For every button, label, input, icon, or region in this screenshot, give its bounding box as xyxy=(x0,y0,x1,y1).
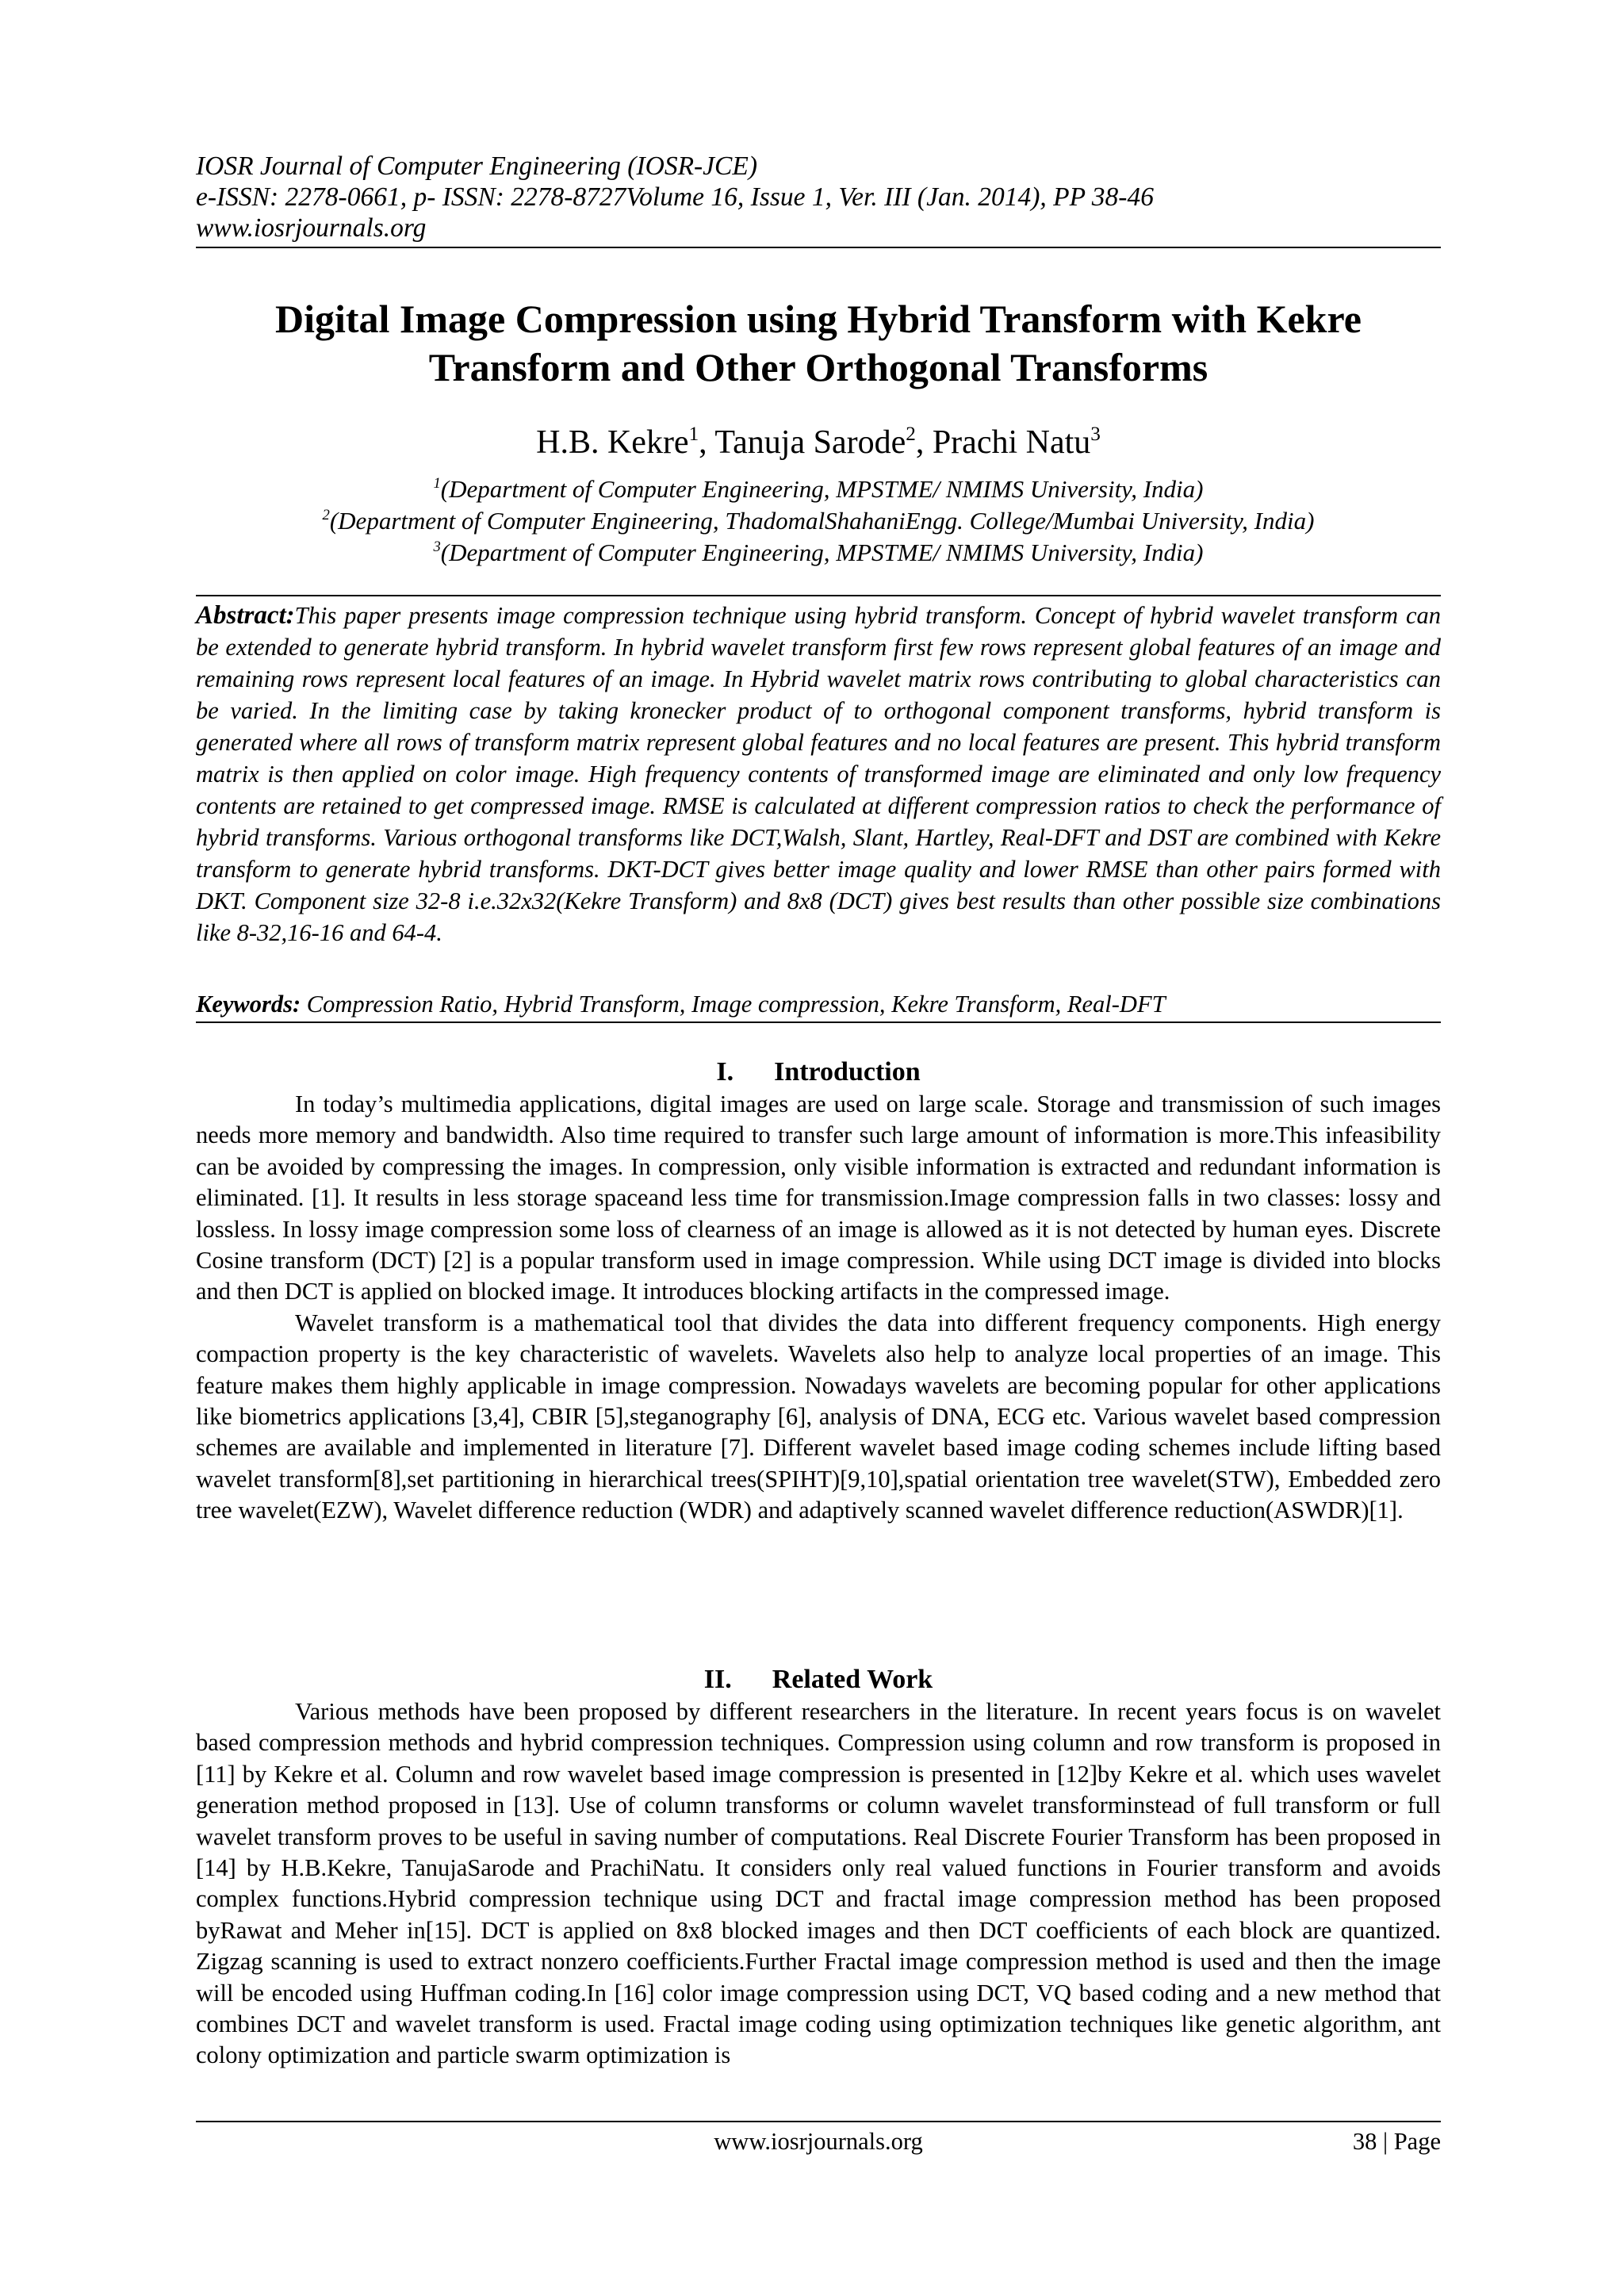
affiliation xyxy=(196,474,1441,504)
affiliation-text: (Department of Computer Engineering, ThadomalShahaniEngg. College/Mumbai University, India) xyxy=(329,507,1315,535)
title-line-1: Digital Image Compression using Hybrid Transform with Kekre xyxy=(275,297,1362,341)
keywords xyxy=(196,988,1441,1020)
affiliation-text: (Department of Computer Engineering, MPSTME/ NMIMS University, India) xyxy=(440,475,1204,503)
section-body-introduction xyxy=(196,1089,1441,1527)
section-number: I. xyxy=(716,1057,734,1087)
abstract-label: Abstract: xyxy=(196,601,295,630)
author-affil-mark: 3 xyxy=(1090,423,1101,445)
journal-website[interactable]: www.iosrjournals.org xyxy=(196,213,427,243)
author-list xyxy=(196,422,1441,463)
section-heading-related-work xyxy=(196,1664,1441,1696)
paragraph: In today’s multimedia applications, digital images are used on large scale. Storage and transmission of such images needs more memory and bandwidth. Also time required to transfer such large amount of information is more.This infeasibility can be avoided by compressing the images. In compression, only visible information is extracted and redundant information is eliminated. [1]. It results in less storage spaceand less time for transmission.Image compression falls in two classes: lossy and lossless. In lossy image compression some loss of clearness of an image is allowed as it is not detected by human eyes. Discrete Cosine transform (DCT) [2] is a popular transform used in image compression. While using DCT image is divided into blocks and then DCT is applied on blocked image. It introduces blocking artifacts in the compressed image. xyxy=(196,1091,1441,1305)
paragraph: Various methods have been proposed by different researchers in the literature. In recent years focus is on wavelet based compression methods and hybrid compression techniques. Compression using column and row transform is proposed in [11] by Kekre et al. Column and row wavelet based image compression is presented in [12]by Kekre et al. which uses wavelet generation method proposed in [13]. Use of column transforms or column wavelet transforminstead of full transform or full wavelet transform proves to be useful in saving number of computations. Real Discrete Fourier Transform has been proposed in [14] by H.B.Kekre, TanujaSarode and PrachiNatu. It considers only real valued functions in Fourier transform and avoids complex functions.Hybrid compression technique using DCT and fractal image compression method has been proposed byRawat and Meher in[15]. DCT is applied on 8x8 blocked images and then DCT coefficients of each block are quantized. Zigzag scanning is used to extract nonzero coefficients.Further Fractal image compression method is used and then the image will be encoded using Huffman coding.In [16] color image compression using DCT, VQ based coding and a new method that combines DCT and wavelet transform is used. Fractal image coding using optimization techniques like genetic algorithm, ant colony optimization and particle swarm optimization is xyxy=(196,1698,1441,2069)
paper-page xyxy=(196,0,1441,2296)
abstract-bottom-rule xyxy=(196,1022,1441,1023)
journal-name: IOSR Journal of Computer Engineering (IOSR-JCE) xyxy=(196,151,758,181)
keywords-label: Keywords: xyxy=(196,991,301,1018)
journal-header xyxy=(196,151,1441,243)
section-number: II. xyxy=(703,1665,732,1694)
author-affil-mark: 2 xyxy=(906,423,916,445)
section-title: Introduction xyxy=(774,1057,921,1087)
page-number: 38 | Page xyxy=(1352,2128,1441,2155)
author-name: Tanuja Sarode xyxy=(714,424,906,461)
affiliation-text: (Department of Computer Engineering, MPSTME/ NMIMS University, India) xyxy=(440,539,1204,566)
paper-title xyxy=(196,295,1441,392)
section-heading-introduction xyxy=(196,1056,1441,1088)
affiliation xyxy=(196,506,1441,536)
abstract-top-rule xyxy=(196,595,1441,596)
section-body-related-work xyxy=(196,1696,1441,2072)
abstract-text: This paper presents image compression technique using hybrid transform. Concept of hybrid wavelet transform can be extended to generate hybrid transform. In hybrid wavelet transform first few rows represent global features of an image and remaining rows represent local features of an image. In Hybrid wavelet matrix rows contributing to global characteristics can be varied. In the limiting case by taking kronecker product of to orthogonal component transforms, hybrid transform is generated where all rows of transform matrix represent global features and no local features are present. This hybrid transform matrix is then applied on color image. High frequency contents of transformed image are eliminated and only low frequency contents are retained to get compressed image. RMSE is calculated at different compression ratios to check the performance of hybrid transforms. Various orthogonal transforms like DCT,Walsh, Slant, Hartley, Real-DFT and DST are combined with Kekre transform to generate hybrid transforms. DKT-DCT gives better image quality and lower RMSE than other pairs formed with DKT. Component size 32-8 i.e.32x32(Kekre Transform) and 8x8 (DCT) gives best results than other possible size combinations like 8-32,16-16 and 64-4. xyxy=(196,602,1441,946)
author-name: H.B. Kekre xyxy=(536,424,689,461)
section-title: Related Work xyxy=(772,1665,933,1694)
keywords-text: Compression Ratio, Hybrid Transform, Image compression, Kekre Transform, Real-DFT xyxy=(301,991,1166,1018)
journal-issn: e-ISSN: 2278-0661, p- ISSN: 2278-8727Volume 16, Issue 1, Ver. III (Jan. 2014), PP 38-46 xyxy=(196,182,1154,212)
affiliation xyxy=(196,538,1441,568)
title-line-2: Transform and Other Orthogonal Transforms xyxy=(428,345,1208,389)
abstract xyxy=(196,600,1441,949)
author-affil-mark: 1 xyxy=(688,423,699,445)
author-separator: , xyxy=(699,424,715,461)
affiliation-mark: 3 xyxy=(433,538,441,555)
header-rule xyxy=(196,247,1441,248)
affiliation-mark: 1 xyxy=(433,474,441,492)
author-name: Prachi Natu xyxy=(932,424,1091,461)
author-separator: , xyxy=(915,424,933,461)
footer-website[interactable]: www.iosrjournals.org xyxy=(714,2128,923,2155)
paragraph: Wavelet transform is a mathematical tool that divides the data into different frequency components. High energy compaction property is the key characteristic of wavelets. Wavelets also help to analyze local properties of an image. This feature makes them highly applicable in image compression. Nowadays wavelets are becoming popular for other applications like biometrics applications [3,4], CBIR [5],steganography [6], analysis of DNA, ECG etc. Various wavelet based compression schemes are available and implemented in literature [7]. Different wavelet based image coding schemes include lifting based wavelet transform[8],set partitioning in hierarchical trees(SPIHT)[9,10],spatial orientation tree wavelet(STW), Embedded zero tree wavelet(EZW), Wavelet difference reduction (WDR) and adaptively scanned wavelet difference reduction(ASWDR)[1]. xyxy=(196,1309,1441,1524)
footer-rule xyxy=(196,2121,1441,2122)
affiliation-mark: 2 xyxy=(322,506,330,523)
